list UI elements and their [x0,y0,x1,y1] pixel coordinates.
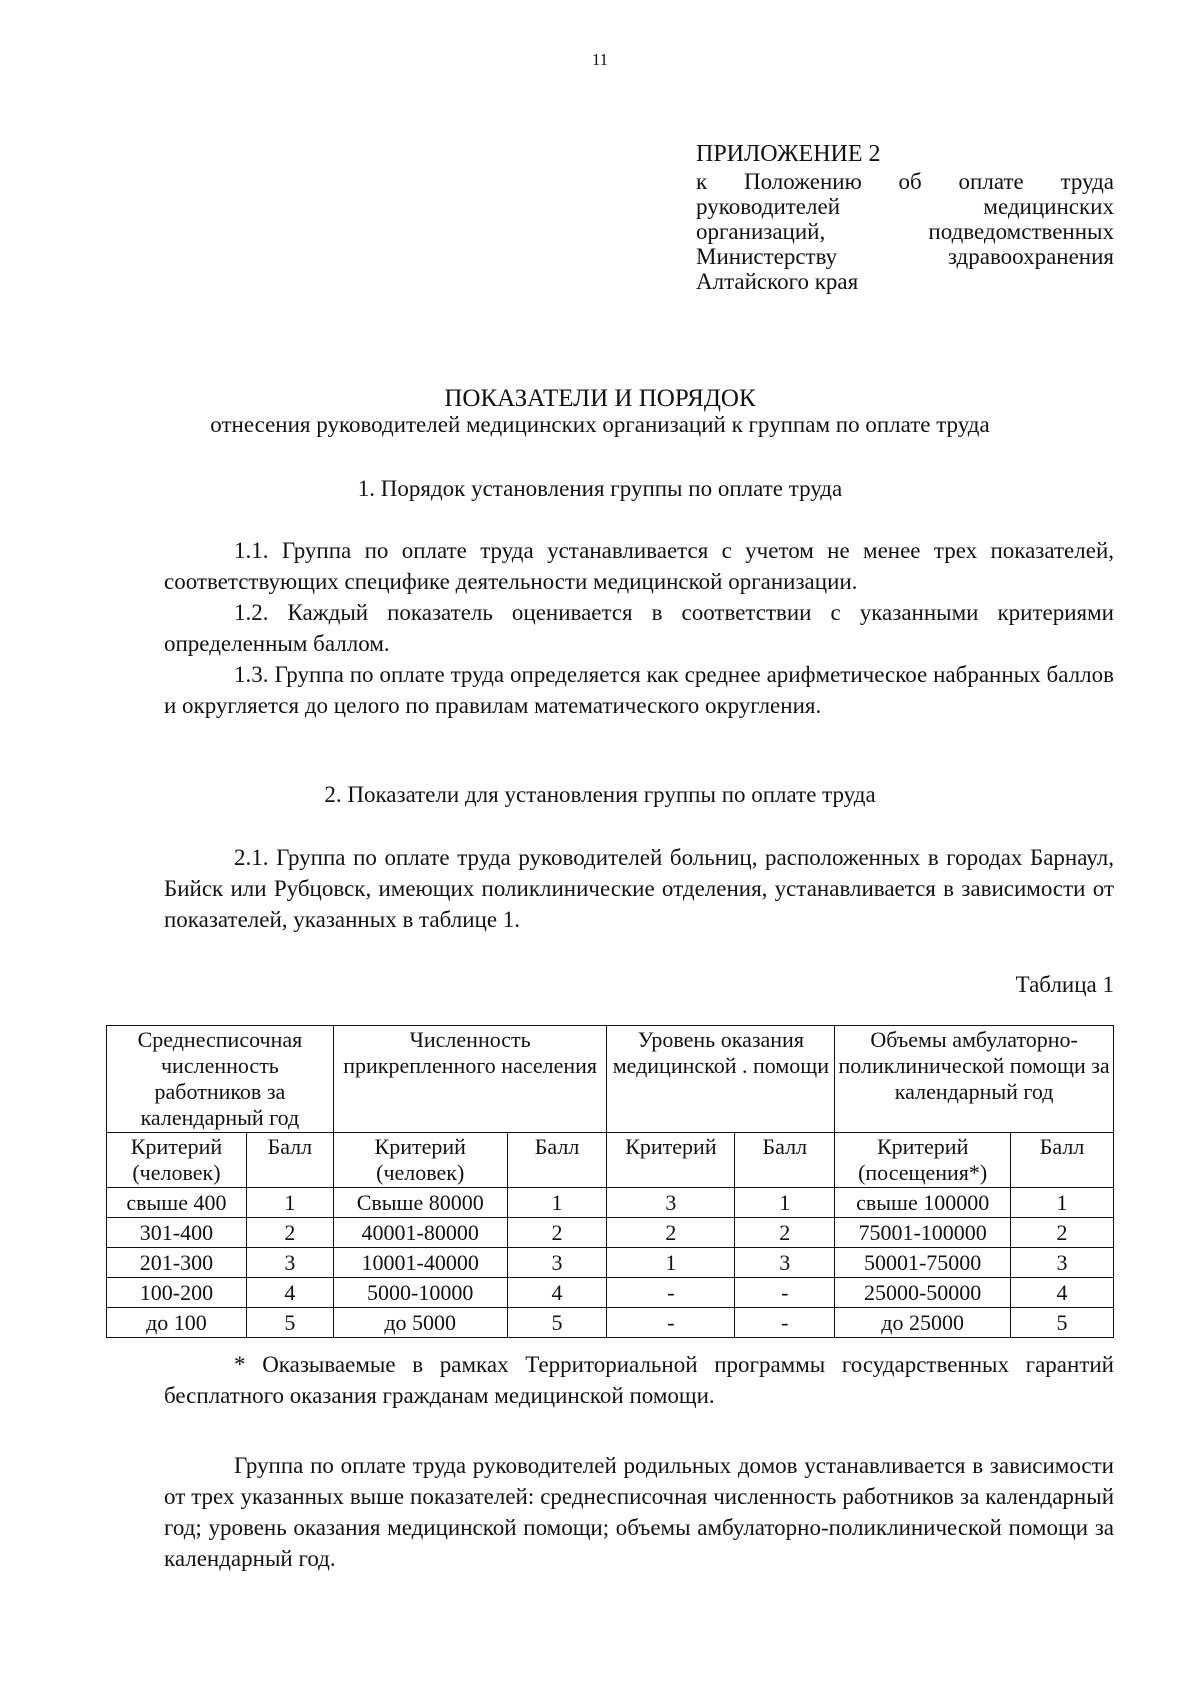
table-cell: 3 [507,1248,607,1278]
table-subheader: Критерий (человек) [107,1133,247,1188]
table-subheader: Балл [246,1133,333,1188]
table-cell: Свыше 80000 [333,1188,507,1218]
table-cell: 1 [607,1248,735,1278]
table-cell: - [735,1308,835,1338]
table-cell: 10001-40000 [333,1248,507,1278]
table-cell: 5 [507,1308,607,1338]
table-subheader: Критерий (человек) [333,1133,507,1188]
table-cell: до 100 [107,1308,247,1338]
table-cell: 2 [246,1218,333,1248]
table-label: Таблица 1 [1015,972,1114,997]
table-cell: 25000-50000 [835,1278,1011,1308]
appendix-line: руководителей медицинских [696,194,1114,219]
table-cell: свыше 100000 [835,1188,1011,1218]
table-cell: 5 [1011,1308,1114,1338]
footnote-text: * Оказываемые в рамках Территориальной программы государственных гарантий бесплатного оказания гражданам медицинской помощи. [164,1352,1114,1408]
table-cell: 2 [1011,1218,1114,1248]
appendix-line: к Положению об оплате труда [696,169,1114,194]
table-cell: 2 [607,1218,735,1248]
paragraph-1-2 [164,597,1114,659]
table-subheader: Балл [735,1133,835,1188]
table-cell: 4 [1011,1278,1114,1308]
table-cell: 201-300 [107,1248,247,1278]
document-subtitle: отнесения руководителей медицинских организаций к группам по оплате труда [210,412,990,437]
paragraph-text: 1.3. Группа по оплате труда определяется как среднее арифметическое набранных баллов и округляется до целого по правилам математического округления. [164,662,1114,718]
paragraph-text: 1.1. Группа по оплате труда устанавливается с учетом не менее трех показателей, соответствующих специфике деятельности медицинской организации. [164,538,1114,594]
table-group-header: Численность прикрепленного населения [333,1026,607,1133]
table-group-header: Уровень оказания медицинской . помощи [607,1026,835,1133]
table-cell: 2 [507,1218,607,1248]
table-row [107,1188,1114,1218]
table-cell: 3 [1011,1248,1114,1278]
table-cell: 1 [1011,1188,1114,1218]
closing-paragraph [164,1450,1114,1574]
appendix-title: ПРИЛОЖЕНИЕ 2 [696,141,881,167]
table-cell: до 5000 [333,1308,507,1338]
table-cell: 4 [246,1278,333,1308]
table-cell: - [735,1278,835,1308]
table-cell: 50001-75000 [835,1248,1011,1278]
table-cell: - [607,1308,735,1338]
table-cell: свыше 400 [107,1188,247,1218]
page-number: 11 [591,50,609,69]
table-group-header: Объемы амбулаторно-поликлинической помощи за календарный год [835,1026,1114,1133]
table-cell: 100-200 [107,1278,247,1308]
table-subheader: Балл [1011,1133,1114,1188]
table-footnote [164,1349,1114,1411]
table-cell: 40001-80000 [333,1218,507,1248]
table-row [107,1308,1114,1338]
table-subheader: Критерий [607,1133,735,1188]
table-group-header: Среднесписочная численность работников за календарный год [107,1026,334,1133]
table-cell: 5000-10000 [333,1278,507,1308]
paragraph-1-3 [164,659,1114,721]
table-cell: - [607,1278,735,1308]
table-cell: 301-400 [107,1218,247,1248]
table-row [107,1278,1114,1308]
table-cell: 5 [246,1308,333,1338]
appendix-block [696,142,1114,294]
table-subheader: Критерий (посещения*) [835,1133,1011,1188]
section-2-heading: 2. Показатели для установления группы по оплате труда [324,782,876,807]
table-cell: 3 [607,1188,735,1218]
table-cell: 4 [507,1278,607,1308]
section-1-heading: 1. Порядок установления группы по оплате труда [357,476,843,501]
appendix-line: организаций, подведомственных [696,219,1114,244]
paragraph-text: 1.2. Каждый показатель оценивается в соответствии с указанными критериями определенным баллом. [164,600,1114,656]
paragraph-1-1 [164,535,1114,597]
table-row [107,1218,1114,1248]
table-row [107,1248,1114,1278]
indicators-table [106,1025,1114,1338]
paragraph-text: Группа по оплате труда руководителей родильных домов устанавливается в зависимости от трех указанных выше показателей: среднесписочная численность работников за календарный год; уровень оказания медицинской помощи; объемы амбулаторно-поликлинической помощи за календарный год. [164,1453,1114,1571]
table-cell: 1 [246,1188,333,1218]
table-cell: до 25000 [835,1308,1011,1338]
paragraph-2-1 [164,842,1114,935]
table-cell: 75001-100000 [835,1218,1011,1248]
table-cell: 3 [246,1248,333,1278]
document-title: ПОКАЗАТЕЛИ И ПОРЯДОК [444,385,756,412]
appendix-line: Алтайского края [696,269,859,294]
table-subheader: Балл [507,1133,607,1188]
table-cell: 1 [735,1188,835,1218]
appendix-line: Министерству здравоохранения [696,244,1114,269]
table-cell: 2 [735,1218,835,1248]
paragraph-text: 2.1. Группа по оплате труда руководителей больниц, расположенных в городах Барнаул, Бийск или Рубцовск, имеющих поликлинические отделения, устанавливается в зависимости от показателей, указанных в таблице 1. [164,845,1114,932]
table-cell: 1 [507,1188,607,1218]
table-cell: 3 [735,1248,835,1278]
